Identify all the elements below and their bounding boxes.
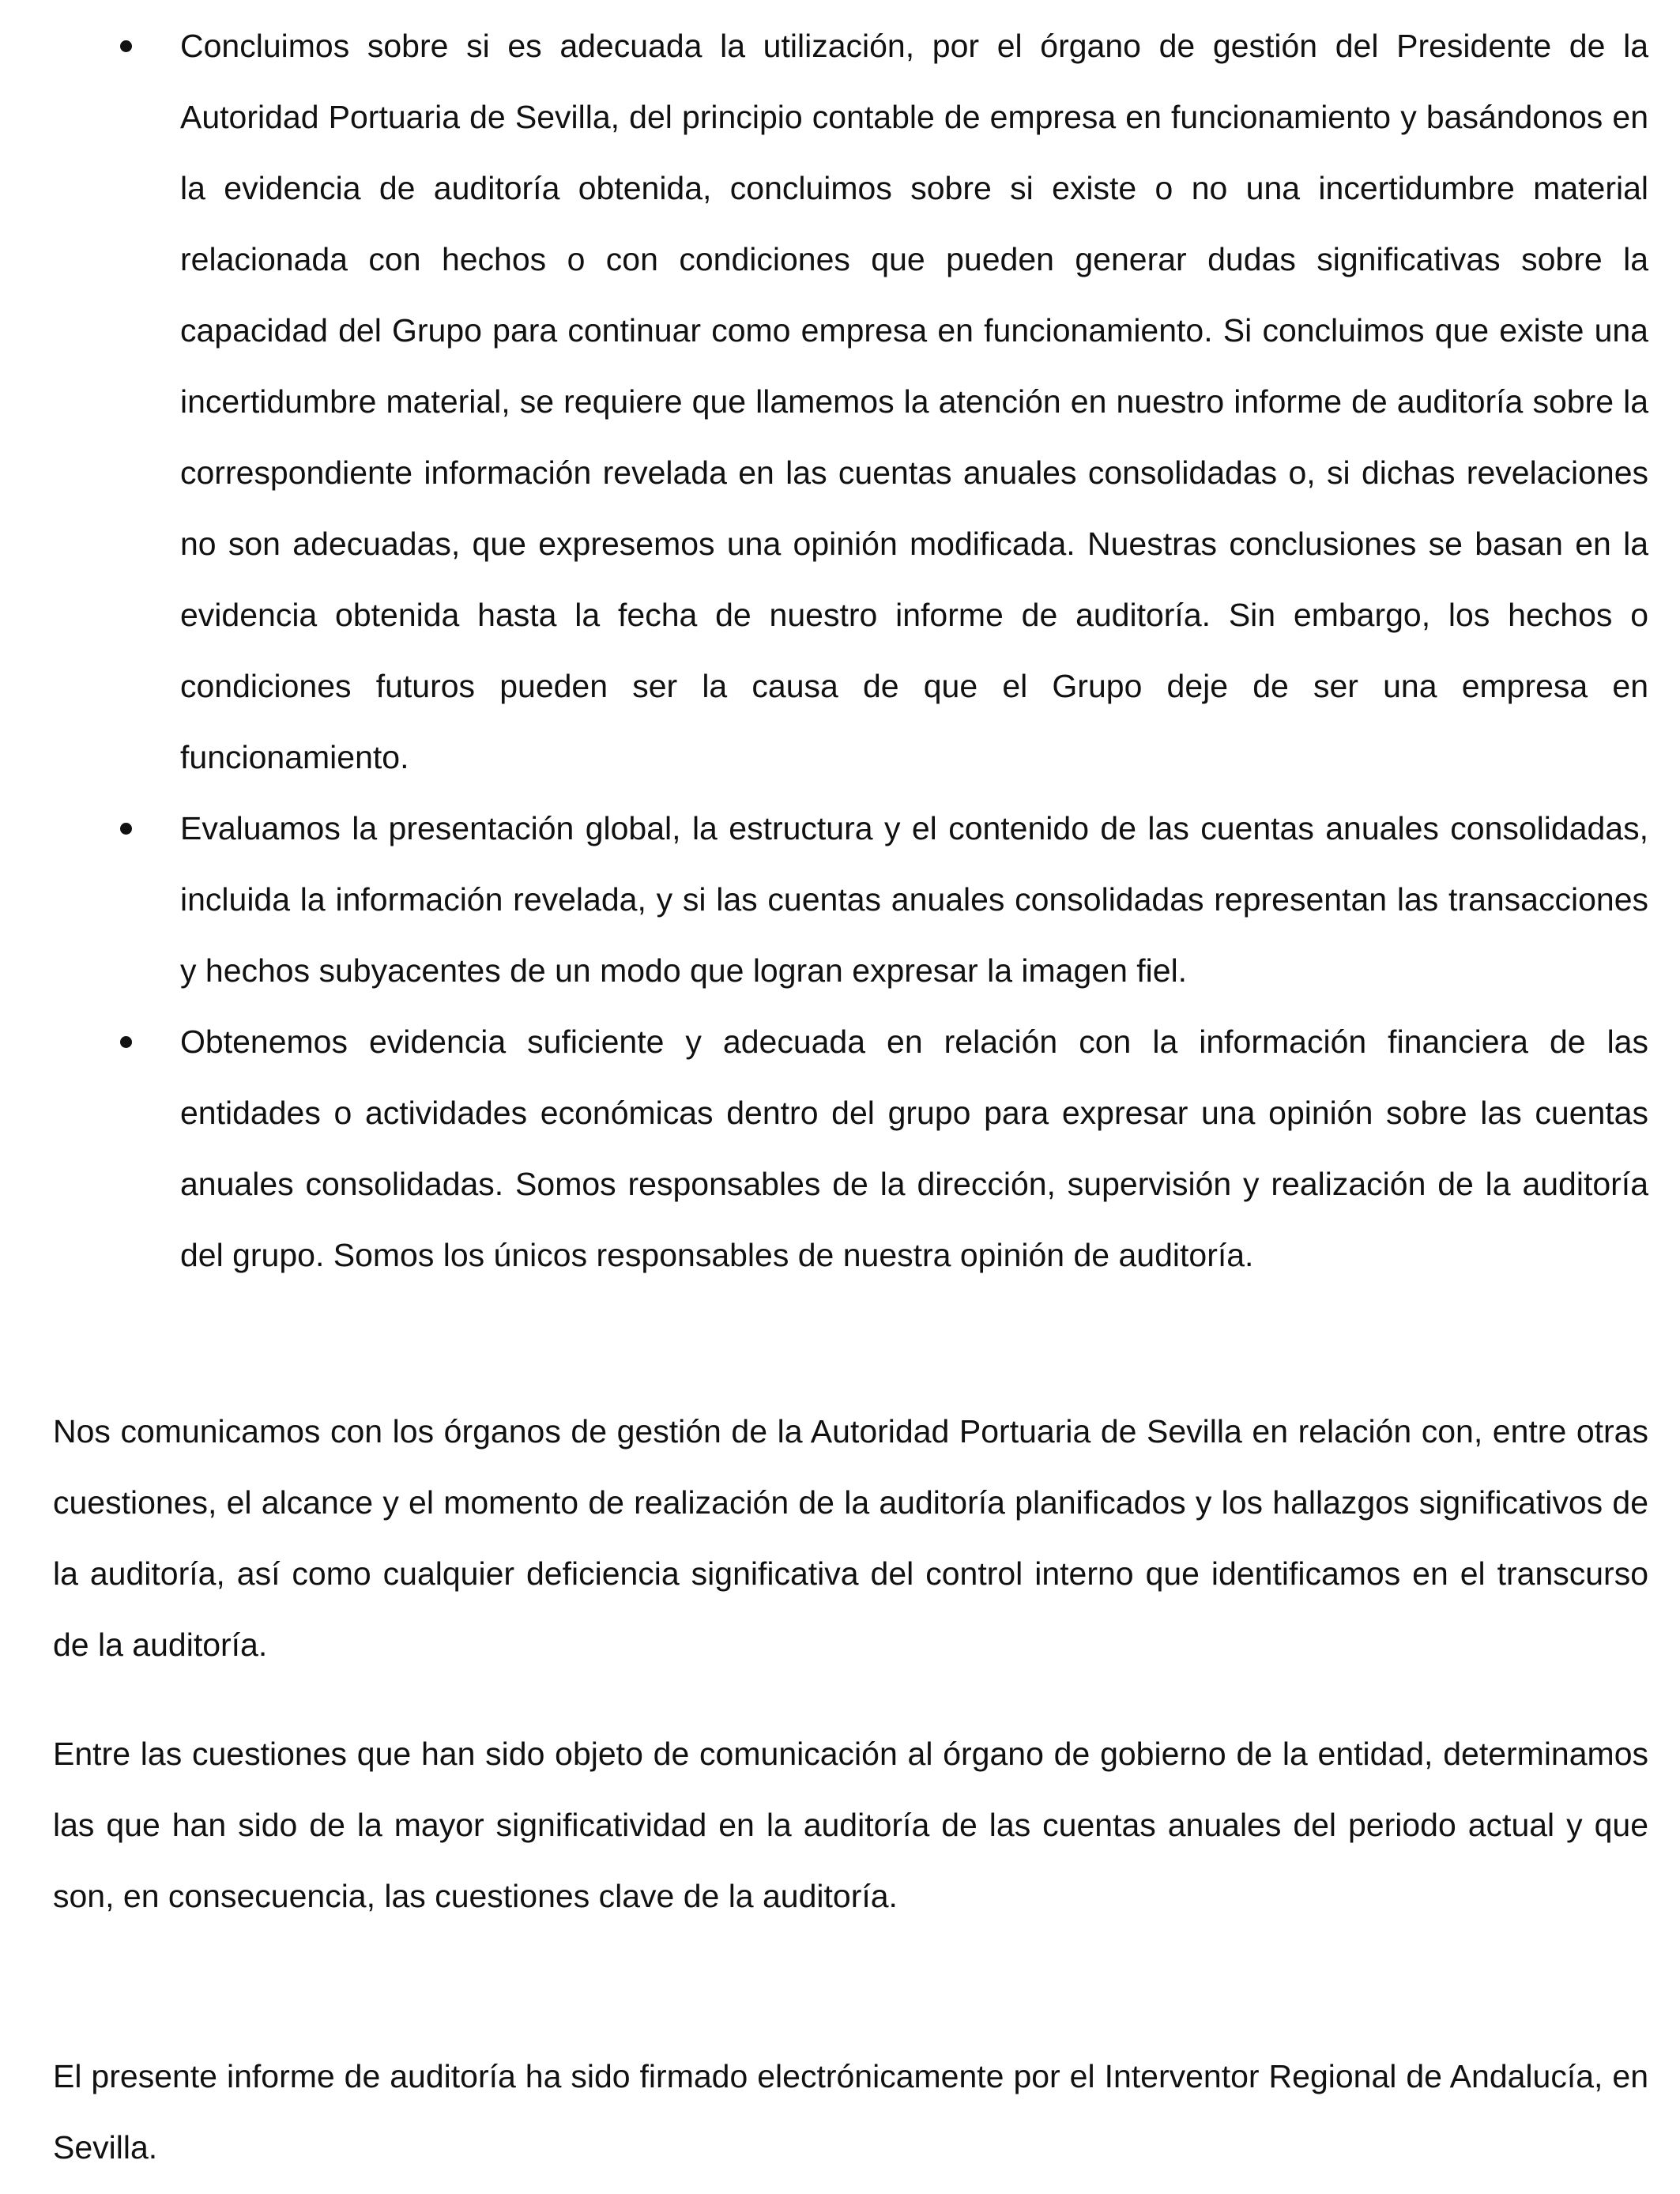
procedures-bullet-list (0, 10, 1680, 1291)
paragraph-communication: Nos comunicamos con los órganos de gestión de la Autoridad Portuaria de Sevilla en relación con, entre otras cuestiones, el alcance y el momento de realización de la auditoría planificados y los hallazgos significativos de la auditoría, así como cualquier deficiencia significativa del control interno que identificamos en el transcurso de la auditoría. (53, 1413, 1648, 1663)
bullet-text-going-concern: Concluimos sobre si es adecuada la utilización, por el órgano de gestión del Presidente de la Autoridad Portuaria de Sevilla, del principio contable de empresa en funcionamiento y basándonos en la evidencia de auditoría obtenida, concluimos sobre si existe o no una incertidumbre material relacionada con hechos o con condiciones que pueden generar dudas significativas sobre la capacidad del Grupo para continuar como empresa en funcionamiento. Si concluimos que existe una incertidumbre material, se requiere que llamemos la atención en nuestro informe de auditoría sobre la correspondiente información revelada en las cuentas anuales consolidadas o, si dichas revelaciones no son adecuadas, que expresemos una opinión modificada. Nuestras conclusiones se basan en la evidencia obtenida hasta la fecha de nuestro informe de auditoría. Sin embargo, los hechos o condiciones futuros pueden ser la causa de que el Grupo deje de ser una empresa en funcionamiento. (180, 28, 1648, 775)
bullet-text-presentation: Evaluamos la presentación global, la estructura y el contenido de las cuentas anuales consolidadas, incluida la información revelada, y si las cuentas anuales consolidadas representan las transacciones y hechos subyacentes de un modo que logran expresar la imagen fiel. (180, 810, 1648, 989)
paragraph-key-matters: Entre las cuestiones que han sido objeto de comunicación al órgano de gobierno de la entidad, determinamos las que han sido de la mayor significatividad en la auditoría de las cuentas anuales del periodo actual y que son, en consecuencia, las cuestiones clave de la auditoría. (53, 1736, 1648, 1914)
list-item (0, 10, 1680, 793)
list-item (0, 1006, 1680, 1291)
bullet-icon (120, 823, 132, 835)
bullet-text-group-evidence: Obtenemos evidencia suficiente y adecuada en relación con la información financiera de las entidades o actividades económicas dentro del grupo para expresar una opinión sobre las cuentas anuales consolidadas. Somos responsables de la dirección, supervisión y realización de la auditoría del grupo. Somos los únicos responsables de nuestra opinión de auditoría. (180, 1023, 1648, 1273)
bullet-icon (120, 40, 132, 52)
list-item (0, 793, 1680, 1006)
paragraph-signature-note: El presente informe de auditoría ha sido firmado electrónicamente por el Interventor Regional de Andalucía, en Sevilla. (53, 2058, 1648, 2166)
bullet-icon (120, 1036, 132, 1048)
